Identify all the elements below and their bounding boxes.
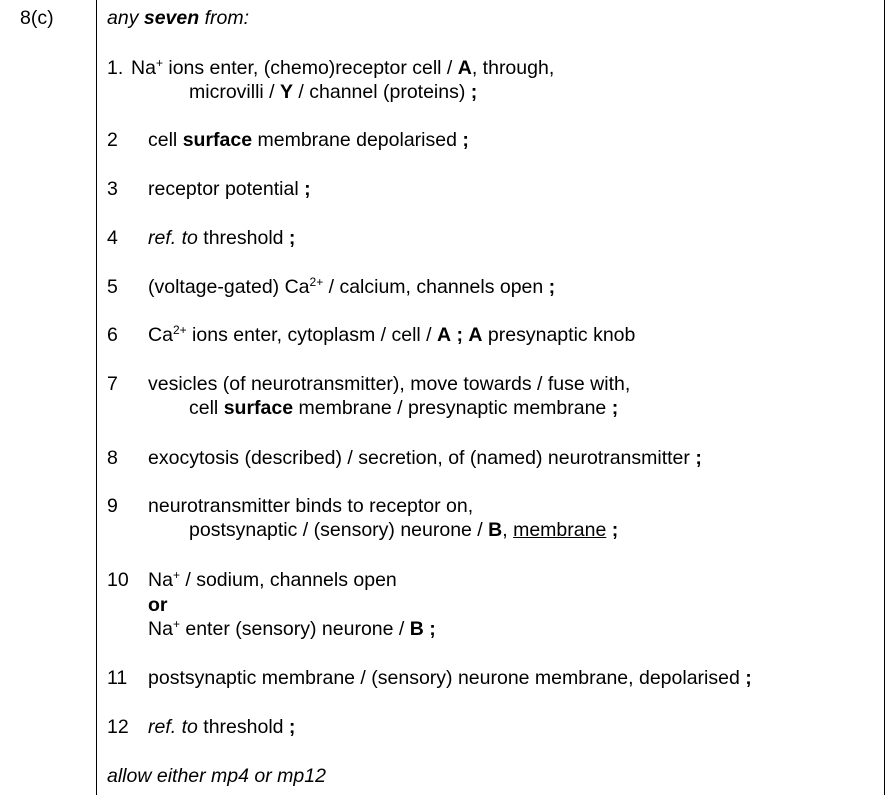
mark-point-5-text: (voltage-gated) $Ca^{2+}$ / calcium, channels open ;: [148, 275, 556, 298]
mark-point-number: 8: [107, 447, 118, 469]
mark-point-4-text: ref. to threshold ;: [148, 227, 296, 249]
mark-point-number: 11: [107, 667, 128, 689]
mark-point-number: 5: [107, 276, 118, 298]
mark-point-2-text: cell surface membrane depolarised ;: [148, 129, 469, 151]
mark-point-9-line1: neurotransmitter binds to receptor on,: [148, 495, 474, 517]
mark-point-7-line2: cell surface membrane / presynaptic membrane ;: [189, 397, 619, 419]
mark-point-number: 9: [107, 495, 118, 517]
mark-point-11-text: postsynaptic membrane / (sensory) neurone membrane, depolarised ;: [148, 667, 752, 689]
mark-point-12-text: ref. to threshold ;: [148, 716, 296, 738]
mark-point-1-line1: Na+ ions enter, (chemo)receptor cell / A, through,: [131, 56, 555, 79]
mark-point-10-or: or: [148, 594, 168, 616]
question-number: 8(c): [20, 7, 54, 29]
mark-point-number: 6: [107, 324, 118, 346]
mark-point-number: 7: [107, 373, 118, 395]
footer-note: allow either mp4 or mp12: [107, 765, 326, 787]
mark-point-number: 4: [107, 227, 118, 249]
mark-point-number: 12: [107, 716, 129, 738]
mark-point-9-line2: postsynaptic / (sensory) neurone / B, membrane ;: [189, 519, 619, 541]
mark-point-10-line1: Na+ / sodium, channels open: [148, 568, 397, 591]
marking-instruction: any seven from:: [107, 7, 249, 29]
mark-point-1-line2: microvilli / Y / channel (proteins) ;: [189, 81, 478, 103]
mark-point-number: 3: [107, 178, 118, 200]
left-column-border: [96, 0, 97, 795]
mark-point-10-line3: Na+ enter (sensory) neurone / B ;: [148, 617, 436, 640]
mark-point-number: 2: [107, 129, 118, 151]
mark-point-number: 10: [107, 569, 129, 591]
mark-point-7-line1: vesicles (of neurotransmitter), move towards / fuse with,: [148, 373, 631, 395]
mark-point-8-text: exocytosis (described) / secretion, of (named) neurotransmitter ;: [148, 447, 702, 469]
mark-point-6-text: $Ca^{2+}$ ions enter, cytoplasm / cell / A ; A presynaptic knob: [148, 323, 636, 346]
mark-point-3-text: receptor potential ;: [148, 178, 311, 200]
mark-point-number: 1.: [107, 57, 124, 79]
